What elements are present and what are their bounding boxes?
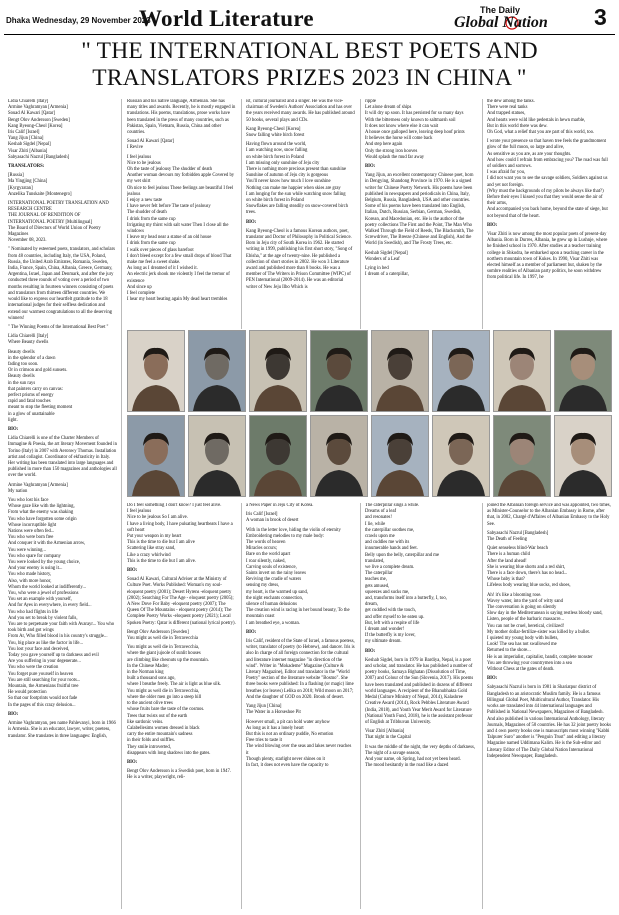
article-paragraph: BIO: [365, 164, 376, 170]
article-paragraph: Visar Zhiti [Albania] That night in the Capital [365, 729, 411, 741]
article-paragraph: I wrote your presence so that haven tree feels the grandmoment glow of the full moon, so large and alive, As sensitive as you are, as are your thoughts. And how could I refrain from embracing you? The road was full of soldiers and sorrows. I was afraid for you, I did not want you to see the savage soldiers, Soldiers against us and yet not foreign. (Why must the backgrounds of my pilots be always like that?) Before their eyes I kissed you that they would sense the air of their arms, And accompanied you back home, beyond the state of siege, but not beyond that of the heart. [487, 139, 608, 219]
article-paragraph: Quiet senseless blind-War beach There is a human child After the land ahead! She is wearing blue shorts and a red shirt, There is a face down, there's has no head... Whose baby is that? Lifeless body wearing blue socks, red shoes, [487, 546, 571, 589]
article-paragraph: With in the letter love, hiding the violin of eternity Embroidering melodies to my male body: The words of heaven Miracles occurs; Bare on the world apart I roar silently, naked, Carving souls of existence, Saints invert on the rainy leaves Reviving the cradle of waters sensing my dress, my heart, is the warmed up sand, the night enchants connection, silence of human delusions The creation wind is racing in her bound beauty, To the mountain coast I am breathed eye, a woman. [246, 527, 350, 626]
article-paragraph: Iris Calif [Israel] A woman in brook of desert [246, 512, 299, 524]
portrait-image [311, 416, 367, 496]
logo-top-text: The Daily [480, 5, 521, 15]
portrait-image [128, 331, 184, 411]
portrait-image [372, 331, 428, 411]
article-paragraph: BIO: [246, 629, 257, 635]
article-paragraph: BIO: [127, 568, 138, 574]
section-title: World Literature [139, 6, 314, 31]
article-paragraph: the dew among the tanks. There were real tanks And trapped statues, And hearts were wild like pedestals in hewn marble, But in this world there was dew. Oh God, what a relief that you are part of this world, too. [487, 99, 595, 136]
article-paragraph: Beauty dwells in the splendor of a dawn fading too soon. Or in crimson and gold sunsets. Beauty dwells in the sun rays that painters carry on canvas: perfect prisms of energy rapid and fatal touches meant to stop the fleeting moment in a glow of unattainable light. [8, 349, 73, 423]
poet-photo-grid [127, 330, 611, 498]
article-paragraph: Lidia Chiarelli [Italy] Armine Vaghramyan [Armenia] Souad Al Kawari [Qatar] Bengt Olov Andersson [Sweden] Kang Byeong-Cheol [Korea] Iris Calif [Israel] Yang Jijun [China] Keshab Sigdel [Nepal] Visar Zhiti [Albania] Sabyasachi Nazrul [Bangladesh] [8, 99, 70, 160]
article-paragraph: Sabyasachi Nazrul [Bangladesh] The Death of Feeling [487, 530, 549, 543]
poet-portrait [249, 415, 307, 497]
article-paragraph: Russian and his native language, Armenian. She has many titles and awards. Recently, he is mostly engaged in translations. His poems, translations, prose works have been translated in the press of many countries, such as Pakistan, Spain, Vietnam, Russia, China and other countries. [127, 99, 236, 136]
headline: " THE INTERNATIONAL BEST POETS AND TRANSLATORS PRIZES 2023 IN CHINA " [81, 38, 538, 91]
portrait-image [311, 331, 367, 411]
article-paragraph: Iris Calif, resident of the State of Israel, a famous poetess, writer, translator of poetry (to Hebrew), and dancer. Iris is also In charge of all foreign connection for the cultural and literature internet magazine "in direction of the wind". Writer in "Mokademe" Magazine (Culture & Literary Magazine), Editor and translator in the "World Poetry" section of the literature website "Bosmo". She three books were published: In a flashing (or magic) lime breathes (or leaves) Lelika on 2010; Wild moon on 2017; And the daughter of GOD on 2020. Brook of desert. [246, 639, 355, 700]
article-paragraph: ripple Let alone dream of ships It will dry up soon. It has persisted for so many days With the bitterness only known to saltmarsh soil It does not know where else it can wait A house once galloped here, leaving deep hoof prints It believes the horse will come back And step here again Only the strong iron hooves Would splash the mud far away [365, 99, 465, 160]
article-paragraph: The caterpillar sings a while. Dreams of a leaf and resonates! I lie, while the caterpillar soothes me, crawls upon me and cuddles me with its innumerable hands and feet. Belly upon the belly, caterpillar and me translated, we live a complete dream. The caterpillar teaches me, gets amused, squeezes and sucks me, and, transforms itself into a butterfly, I, too, dream, get cuddled with the touch, and offer myself to be eaten up. But, left with a respite of life I dream and wonder! If the butterfly is my lover, my ultimate dream. [365, 503, 447, 645]
article-column-2-lower [127, 503, 236, 908]
poet-portrait [127, 415, 185, 497]
article-paragraph: Souad Al Kawari, Cultural Adviser at the Ministry of Culture Poet. Works Published: Woman's my soul-eloquent poetry (2001); Desert Hyrens -eloquent poetry (2002); Searching For The Age - eloquent poetry (2005); A New Dove For Baby -eloquent poetry (2007); The Queen Of The Mountains - eloquent poetry (2014); The Complete Poetry Works -eloquent poetry (2021); Local Spoken Poetry: Qatar is different (national lyrical poetry). [127, 577, 236, 626]
article-paragraph: INTERNATIONAL POETRY TRANSLATION AND RESEARCH CENTRE THE JOURNAL OF RENDITION OF INTERNATIONAL POETRY [Multilingual] The Board of Directors of World Union of Poetry Magazines November 08, 2023. [8, 201, 109, 244]
portrait-image [189, 331, 245, 411]
article-paragraph: Souad Al Kawari [Qatar] I Revive [127, 139, 174, 151]
portrait-image [555, 331, 611, 411]
article-paragraph: Armine Vaghramyan, pen name Pahlevanyi, born in 1966 is Armenia. She is an educator, lawyer, writer, poetess, translator. She translates in three languages: English, [8, 721, 116, 739]
poet-portrait [310, 415, 368, 497]
article-paragraph: However small, a pit can hold water anyhow As long as it has a lonely heart But this is not an ordinary puddle, No emotion Free tries to taste it The wind blowing over the seas and lakes never reaches it Though plenty, starlight never shines on it In fact, it does not even have the capacity to [246, 719, 352, 768]
portrait-image [433, 331, 489, 411]
poet-portrait [188, 330, 246, 412]
column-divider [241, 503, 242, 909]
article-column-4 [365, 99, 477, 327]
article-column-3 [246, 99, 355, 327]
column-divider [241, 99, 242, 329]
article-paragraph: a News Paper in Jeju City of Korea. [246, 503, 314, 508]
article-paragraph: Lidia Chiarelli is one of the Charter Members of Immagine & Poesia, the art literary Movement founded in Torino (Italy) in 2007 with Aeronwy Thomas. Installation artist and collagist. Coordinator of ekfrasticity in Italy. Her writing has been translated into large languages and published in more than 150 magazines and anthologies all over the world. [8, 436, 117, 479]
article-paragraph: BIO: [246, 219, 257, 225]
poet-portrait [127, 330, 185, 412]
portrait-image [189, 416, 245, 496]
article-paragraph: BIO: [8, 711, 19, 717]
column-divider [482, 503, 483, 909]
article-paragraph: BIO: [487, 676, 498, 682]
newspaper-logo [454, 5, 569, 31]
poet-portrait [493, 330, 551, 412]
column-divider [360, 503, 361, 909]
article-paragraph: Lying in bed I dream of a caterpillar, [365, 266, 409, 278]
logo-bottom-text: Global Nation [454, 14, 548, 31]
portrait-image [128, 416, 184, 496]
article-column-5 [487, 99, 611, 327]
article-paragraph: BIO: [127, 759, 138, 765]
article-paragraph: Armine Vaghramyan [Armenia] My nation [8, 482, 68, 494]
issue-date: Dhaka Wednesday, 29 November 2023 [6, 16, 151, 25]
poet-portrait [554, 415, 612, 497]
article-paragraph: Do I feel something I don't know? I just feel alive. I feel jealous Nice to be jealous So I am alive. I have a living body, I have pulsating heartbeats I have a soft heart Put your weapon in my heart This is the time to die but I am alive Scattering like stray sand, Like a crazy whirlwind This is the time to die but I am alive. [127, 503, 233, 564]
article-paragraph: ist, cultural journalist and a singer. He was the vice-chairman of Sweden's Authors' Association and has over the years received many awards. He has published around 50 books, several plays and CDs. [246, 99, 355, 123]
portrait-image [494, 416, 550, 496]
column-divider [121, 99, 122, 909]
portrait-image [494, 331, 550, 411]
article-paragraph: Keshab Sigdel, born in 1979 in Bardiya, Nepal, is a poet and scholar, and translator. He has published a number of poetry books, Samaya Bighatan (Dissolution of Time, 2007) and Colour of the Sun (Slovenia, 2017). His poems have been translated and published in dozens of different world languages. A recipient of the Bhanubhakta Gold Medal (Culture Ministry of Nepal, 2014), Kalashree Creative Award (2014), Rock Pebbles Literature Award (India, 2018), and Youth Year Merit Award for Literature (National Youth Fund, 2018), he is the assistant professor of English at Tribhuvan University. [365, 657, 474, 725]
article-paragraph: I feel jealous Nice to be jealous Oh the taste of jealousy The shudder of death Another woman devours my forbidden apple Covered by my wet shirt Oh nice to feel jealous These feelings are beautiful I feel jealous I enjoy a new taste I have never felt before The taste of jealousy The shudder of death I drink from the same cup Irrigating my thirst with salt water Then I close all the windows I leave my head near a statue of an old house I drink from the same cup I walk over pieces of glass barefoot I don't bleed except for a few small drops of blood That make me feel a sweet shake. As long as I dreamed of it I wished it. An electric jerk shook me violently I feel the tremor of existence And since up I feel complete I hear my heart beating again My dead heart trembles [127, 154, 235, 303]
article-paragraph: BIO: [365, 648, 376, 654]
page-number: 3 [594, 4, 607, 30]
poet-portrait [493, 415, 551, 497]
poet-portrait [249, 330, 307, 412]
poet-portrait [188, 415, 246, 497]
article-paragraph: You who lost his face Whose gaze like with the lightning, From what the enemy was shaking You who have forgotten some origin Whose incorruptible light Nations were often fed... You who were born free And conquer it with the Armenian arrow, You were winning... You who spare for company You were looked by the young choice, And your enemy is using it... You who made history, Also, with more honor, Whom the world looked at indifferently... You, who were a jewel of professions You set an example with yourself, And for Ayes in everywhere, in every field... You who had flights in life And you set to break by violent falls, You are to perpetuate your faith with Avarayr... You who took birth and got wings From Ar, Who filled blood in his country's struggle... You, big place as like the factor in life... You lost your face and deceived, Today you gave yourself up to darkness and evil Are you suffering in your degenerate... You who were the creation You forget pure yourself in heaven You are still searching for your roots... Mountain, the Armenians fruitful tree He would protection So that our footprints would not fade In the pages of this crazy delusion... [8, 497, 115, 708]
article-column-3-lower [246, 503, 355, 908]
article-paragraph: Sabyasachi Nazrul is born in 1981 in Shariatpur district of Bangladesh to an aristocratic Muslim family. He is a famous Bilingual Global Poet, Multicultural Author, Translator. His works are translated into 44 international languages and Published in National Newspapers, Magazines of Bangladesh. And also published in various International Anthology, literary Journals, Magazines of 50 countries. He has 32 joint poetry books and 4 own poetry books one is manuscripts most winning "Kabbi Talpurer Suro" another is "Penguin Trust" and editing a literary Magazine named Uddimana Kalim. He is the Sub-editor and Literary Editor of The Daily Global Nation International Independent Newspaper, Bangladesh. [487, 685, 611, 759]
article-paragraph: [Russia] Ma Yingjing [China] [Kyrgyzstan] Anzelika Tunskaite [Montenegro] [8, 173, 72, 197]
poet-portrait [371, 330, 429, 412]
article-column-4-lower [365, 503, 477, 908]
article-paragraph: Kang Byeong-Cheol is a famous Korean authors, poet, translator and Doctor of Philosophy in Political Science. Born in Jeju city of South Korea in 1962. He started writing in 1999, publishing his first short story, "Song of Ebisha," at the age of twenty-nine. He published a collection of short stories in 2002. He won 3 Literature award and published more than 8 books. He was a member of The Writers in Prison Committee (WIPC) of PEN International (2009-2014). He was an editorial writer of New Jeju Ilbo Which is [246, 228, 353, 290]
column-divider [482, 99, 483, 329]
article-paragraph: Visar Zhiti is now among the most popular poets of present-day Albania. Born in Durres, Albania, he grew up in Lushnje, where he finished school in 1970. After studies at a teacher training college in Shkodra, he embarked upon a teaching career in the northern mountain town of Kukes. In 1990, Visar Zhiti was elected himself as a member of parliament but, shaken by the sombre realities of Albanian party politics, he soon withdrew from political life. In 1997, he [487, 232, 608, 281]
portrait-image [372, 416, 428, 496]
article-paragraph: It was the middle of the night, the very depths of darkness, The night of a savage season, And your name, oh Spring, had not yet been heard. The mood hesitantly in the road like a dazed [365, 744, 476, 769]
article-paragraph: TRANSLATORS: [8, 164, 45, 170]
article-paragraph: Yang Jijun [China] The Water in a Horseshoe Pit [246, 704, 301, 716]
article-paragraph: BIO: [487, 222, 498, 228]
article-paragraph: Bengt Olov Andersson [Sweden] You might as well die in Terravecchia [127, 629, 198, 642]
portrait-image [250, 416, 306, 496]
article-paragraph: Keshab Sigdel [Nepal] Wonders of a Leaf [365, 250, 408, 262]
article-paragraph: You might as well die in Terravecchia, where the giant jujoole of sunlit houses are climbing like chesnuts up the mountain. In the Chinese Madre; in the Norman king built a thousand sons ago, where I breathe freely. The air is light as blue silk. You might as well die in Terravecchia, where the older men go into a steep hill to the ancient olive trees whose fruits bare the taste of the cosmos. Trees that twists out of the earth like sardonic veins. Calabellesims women dressed in black carry the entire mountain's sadness in their folds and sniffles. They smile introverted, disappears with long shadows into the gates. [127, 645, 222, 756]
article-paragraph: " The Winning Poems of the International Best Poet " [8, 324, 109, 330]
article-paragraph: joined the Albanian foreign service and was appointed, two times, as Minister-Counselor to the Albanian Embassy in Rome, after that, in 2002, Chargé d'Affaires of Albanian Embassy to the Holy See. [487, 503, 611, 527]
article-paragraph: Bengt Olov Andersson is a Swedish poet, born in 1947. He is a writer, playwright, reli- [127, 769, 232, 781]
poet-portrait [371, 415, 429, 497]
article-column-2 [127, 99, 236, 327]
article-paragraph: Lidia Chiarelli [Italy] Where Beauty dwells [8, 334, 49, 346]
article-paragraph: " Nominated by esteemed poets, translators, and scholars from 48 countries, including Italy, the USA, Poland, Russia, the United Arab Emirates, Romania, Sweden, India, France, Spain, China, Albania, Greece, Germany, Argentina, Israel, Japan and Denmark, and after the jury conducted three rounds of voting over a period of two months resulting in fourteen winners consisting of poets and translators from thirteen different countries. We would like to express our heartfelt gratitude to the 18 international judges for their selfless dedication and extend our warmest congratulations to all the deserving winners! [8, 247, 115, 321]
masthead [4, 4, 615, 35]
column-divider [360, 99, 361, 329]
article-paragraph: Kang Byeong-Cheol [Korea] Snow falling white birch forest [246, 126, 305, 139]
article-paragraph: Yang Jijun, an excellent contemporary Chinese poet, born in Dengying, Shandong Province in 1970. He is a signed writer for Chinese Poetry Network. His poems have been published in newspapers and periodicals in China, Italy, Belgium, Russia, Bangladesh, USA and other countries. Some of his poems have been translated into English, Italian, Dutch, Russian, Serbian, German, Swedish, Korean, and Macedonian, etc. He is the author of the poetry collections The First and the Point, The Man Who Walked Through the Field of Reeds, The Blacksmith, The Screwdriver, The Breeze (Chinese and English), And the World (in Swedish), and The Frosty Trees, etc. [365, 173, 474, 247]
article-column-1 [8, 99, 117, 909]
poet-portrait [554, 330, 612, 412]
article-paragraph: BIO: [8, 426, 19, 432]
portrait-image [555, 416, 611, 496]
portrait-image [433, 416, 489, 496]
poet-portrait [432, 330, 490, 412]
article-column-5-lower [487, 503, 611, 908]
poet-portrait [432, 415, 490, 497]
portrait-image [250, 331, 306, 411]
article-paragraph: Having flown around the world, I am watching now, snow falling on white birch forest in Poland I am missing only sunshine of Jeju city There is nothing more precious present than sunshine Sunshine of autumn of Jeju city is gorgeous You'll never know how much I love sunshine Nothing can make me happier when skies are gray I am longing for the sun while watching snow falling on white birch forest in Poland Snowflakes are falling steadily on snow-covered birch trees. [246, 142, 349, 216]
article-paragraph: Ah! it's like a blooming rose. Wavey water, into the yard of witty sand The conversation is going on silently Slow day in the Mediterranean is saying restless bloody sand, Listen, people of the barbaric massacre... You can not be cruel, heretical, civilized! My mother dollar-fertilize-sister was killed by a bullet. I quieted my young body with bullets, Look! The sea has not swallowed me Returned to the shore... He is an imperialist, capitalist, bandit, complete monster You are throwing your countrymen into a sea Without Chess at the gates of death. [487, 592, 603, 673]
poet-portrait [310, 330, 368, 412]
